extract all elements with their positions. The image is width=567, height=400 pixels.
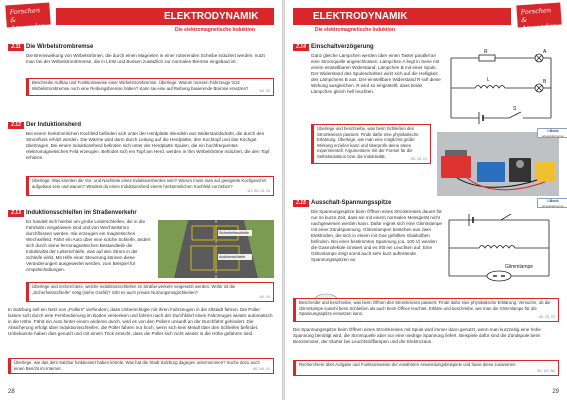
task-box-2	[8, 358, 274, 374]
section-body-2: In Salzburg soll ein Netz von „Pollern“ verhindern, dass Unberechtigte mit ihren Fahrzeugen in die Altstadt fahren. Die Poller lassen sich durch eine Fernbedienung im Boden versenken und fahren nach der Durchfahrt eines Fahrzeuges wieder automatisch in die Höhe. Fährt ein Auto hinter einem anderen durch, wird es von den Pollern unsanft an der Durchfahrt gehindert. Die Absicherung erfolgt über Induktionsschleifen, die Poller fahren nur hoch, wenn sich kein Metall über den Schleifen befindet. Unbekannte haben dies genutzt und mit einem Trick erreicht, dass die Poller sich nicht wieder in die Höhe gefahren sind.	[8, 307, 273, 336]
section-title: Der Induktionsherd	[26, 122, 82, 128]
label-lamp-b: B	[543, 79, 547, 85]
task-text: Beschreibe Aufbau und Funktionsweise einer Wirbelstrombremse. Überlege: Warum müssen Fahrzeuge trotz Wirbelstrombremse noch eine Reibungsbremse haben? Kann sie eine auf Reibung basierende Bremse ersetzen?	[32, 80, 249, 91]
left-page	[0, 0, 282, 400]
circuit-svg	[439, 48, 559, 128]
ibook-badge-1[interactable]	[537, 128, 567, 138]
task-box	[26, 176, 274, 196]
competence-ref: W1, W2, W4	[537, 368, 555, 373]
section-number: 2.11	[8, 44, 24, 51]
competence-ref: W1, S2, E3	[538, 314, 555, 319]
section-body: Es handelt sich hierbei um große Leiterschleifen, die in die Fahrbahn eingelassen sind und von Wechselstrom durchflossen werden. Sie erzeugen ein magnetisches Wechselfeld. Fährt ein Auto über eine solche Schleife, ändert sich durch seine ferromagnetischen Bestandteile die Induktivität der Leiterschleife, was auf den Strom in der Schleife wirkt. Mit Hilfe einer Steuerung können diese Veränderungen ausgewertet werden, zum Beispiel für Ampelschaltungen.	[26, 219, 151, 272]
task-text: Überlege, wie das dem Salzbur funktioniert haben könnte. Was hat die Stadt Salzburg dagegen unternommen? Suche dazu auch einen Bericht im Internet.	[14, 360, 260, 371]
chapter-header: ELEKTRODYNAMIK	[56, 8, 274, 25]
task-text: Überlege und recherchiere, welche Induktionsschleifen im Straßenverkehr eingesetzt werden. Wofür ist die „Sicherheitsschleife“ nötig (siehe Grafik)? Gibt es auch private Nutzungsmöglichkeiten?	[32, 284, 236, 295]
section-title: Induktionsschleifen im Straßenverkehr	[26, 210, 137, 216]
section-number: 2.15	[293, 200, 309, 207]
label-switch: S	[513, 106, 517, 112]
section-body: Die Bremswirkung von Wirbelströmen, die durch einen Magneten in einer rotierenden Scheibe induziert werden, nutzt man bei der Wirbelstrombremse, die in LKW und Bussen zusätzlich zur normalen Bremse eingebaut ist.	[26, 53, 265, 64]
experiment-photo	[437, 132, 559, 196]
chapter-subtitle: Die elektromagnetische Induktion	[315, 27, 396, 33]
chapter-header: ELEKTRODYNAMIK	[293, 8, 511, 25]
circuit-diagram-glimmlampe	[439, 210, 559, 286]
section-body-2: Die Spannungsspitze beim Öffnen eines Stromkreises mit Spule wird immer dann genutzt, wenn man kurzzeitig eine hohe Spannung benötigt wird, die Stromquelle aber nur eine niedrige Spannung liefert. Beispiele dafür sind die Zündspule beim Benzinmotor, der Starter bei Leuchtstofflampen und der Elektrozaun.	[293, 327, 541, 344]
circuit-diagram-einschalt	[439, 48, 559, 128]
label-glow-lamp: Glimmlampe	[505, 264, 534, 270]
badge-title: i-Book	[547, 129, 559, 133]
right-page	[285, 0, 567, 400]
badge-subtitle: arbeitsblatt lernen	[541, 203, 565, 208]
page-number: 29	[552, 389, 559, 395]
section-einschaltverzoegerung	[293, 44, 565, 204]
section-number: 2.14	[293, 44, 309, 51]
section-title: Einschaltverzögerung	[311, 44, 374, 50]
section-induktionsherd	[8, 122, 274, 212]
figure-label-top: Sicherheitsschleife	[219, 231, 249, 235]
task-box	[293, 298, 559, 322]
badge-title: i-Book	[547, 199, 559, 203]
task-text: Beschreibe und beschreibe, was beim Öffnen des Stromkreises passiert. Finde dafür eine physikalische Erklärung. Versuche, ob die Glimmlampe sowohl beim Schließen als auch beim Öffnen leuchtet. Erkläre und beschreibe, wie man die Glimmlampe für die Spannungsspitze einsetzen kann.	[299, 300, 551, 316]
label-lamp-a: A	[543, 49, 547, 55]
competence-ref: W1, S4	[259, 294, 270, 299]
figure-label-bottom: Auslöserschleife	[219, 255, 246, 259]
section-induktionsschleifen	[8, 210, 274, 390]
section-body: Bei einem herkömmlichen Kochfeld befinden sich unter der Herdplatte Wendeln aus Widerstandsdraht, die durch den Stromfluss erhitzt werden. Die Wärme wird dann durch Leitung auf die Herdplatte, den Kochtopf und das Kochgut übertragen. Bei einem Induktionsherd befinden sich unter der Herdplatte Spulen, die ein hochfrequentes elektromagnetisches Feld erzeugen. Befindet sich ein Topf am Herd, werden in ihm Wirbelströme induziert, die den Topf erhitzen.	[26, 131, 270, 160]
section-tag: Forschen & Anwenden	[5, 2, 50, 27]
section-ausschalt-spannungsspitze	[293, 199, 565, 390]
competence-ref: W1, S2, E3	[410, 156, 427, 161]
section-tag: Forschen & Anwenden	[516, 2, 561, 27]
competence-ref: W1, S4	[259, 88, 270, 93]
ibook-badge-2[interactable]	[537, 198, 567, 208]
label-coil: L	[487, 77, 490, 83]
competence-ref: W1, W4, S1	[252, 366, 270, 371]
page-number: 28	[8, 389, 15, 395]
section-body: Die Spannungsspitze beim Öffnen eines Stromkreises dauert für nur so kurze Zeit, dass sie mit einem normalen Messgerät nicht nachgewiesen werden kann. Dafür eignet sich eine Glimmlampe mit einer Zündspannung. Glimmlampen bestehen aus zwei Elektroden, die sich in einem mit Gas gefüllten Glaskolben befinden. Bei einer bestimmten Spannung (ca. 100 V) werden die Gasmoleküle ionisiert und es tritt ein Leuchten auf. Eine Glimmlampe zeigt somit auch sehr kurz auftretende Spannungsspitzen an.	[311, 209, 442, 262]
section-title: Die Wirbelstrombremse	[26, 44, 94, 50]
label-resistor: R	[484, 49, 488, 55]
competence-ref: W1, W4, S3, S4	[247, 188, 270, 193]
section-body: Ganz gleiche Lämpchen werden über einen Taster parallel an eine Stromquelle angeschlossen. Lämpchen A liegt in Serie mit einem einstellbaren Widerstand, Lämpchen B mit einer Spule. Der Widerstand des Spulendrahtes wirkt sich auf die Helligkeit des Lämpchens B aus. Der einstellbare Widerstand R soll diese Wirkung ausgleichen. R wird so eingestellt, dass beide Lämpchen gleich hell leuchten.	[311, 53, 441, 94]
section-title: Ausschalt-Spannungsspitze	[311, 200, 392, 206]
task-text: Überlege: Was könnten die Vor- und Nachteile eines Induktionsherdes sein? Warum muss man auf geeignete Kochgeschirr aufgebaut sein und warum? Würdest du einen Induktionsherd einem herkömmlichen Kochfeld vorziehen?	[32, 178, 267, 189]
section-number: 2.13	[8, 210, 24, 217]
section-wirbelstrombremse	[8, 44, 274, 104]
road-loops-figure	[158, 220, 274, 278]
task-box	[26, 78, 274, 96]
badge-subtitle: arbeitsblatt lernen	[541, 133, 565, 138]
task-box	[26, 282, 274, 302]
chapter-subtitle: Die elektromagnetische Induktion	[175, 27, 256, 33]
task-box	[311, 124, 431, 164]
task-text: Überlege und beschreibe, was beim Schließen des Stromkreises passiert. Finde dafür eine physikalische Erklärung. Überlege, wie man eine möglichst große Wirkung erzielen kann und überprüfe deine Ideen experimentell. Argumentiere mit der Formel für die Selbstinduktion bzw. die Induktivität.	[317, 126, 419, 159]
task-box-2	[293, 360, 559, 376]
section-number: 2.12	[8, 122, 24, 129]
task-text: Recherchiere über Aufgabe und Funktionsweise der erwähnten Anwendungsbeispiele und fasse diese zusammen.	[299, 362, 517, 367]
